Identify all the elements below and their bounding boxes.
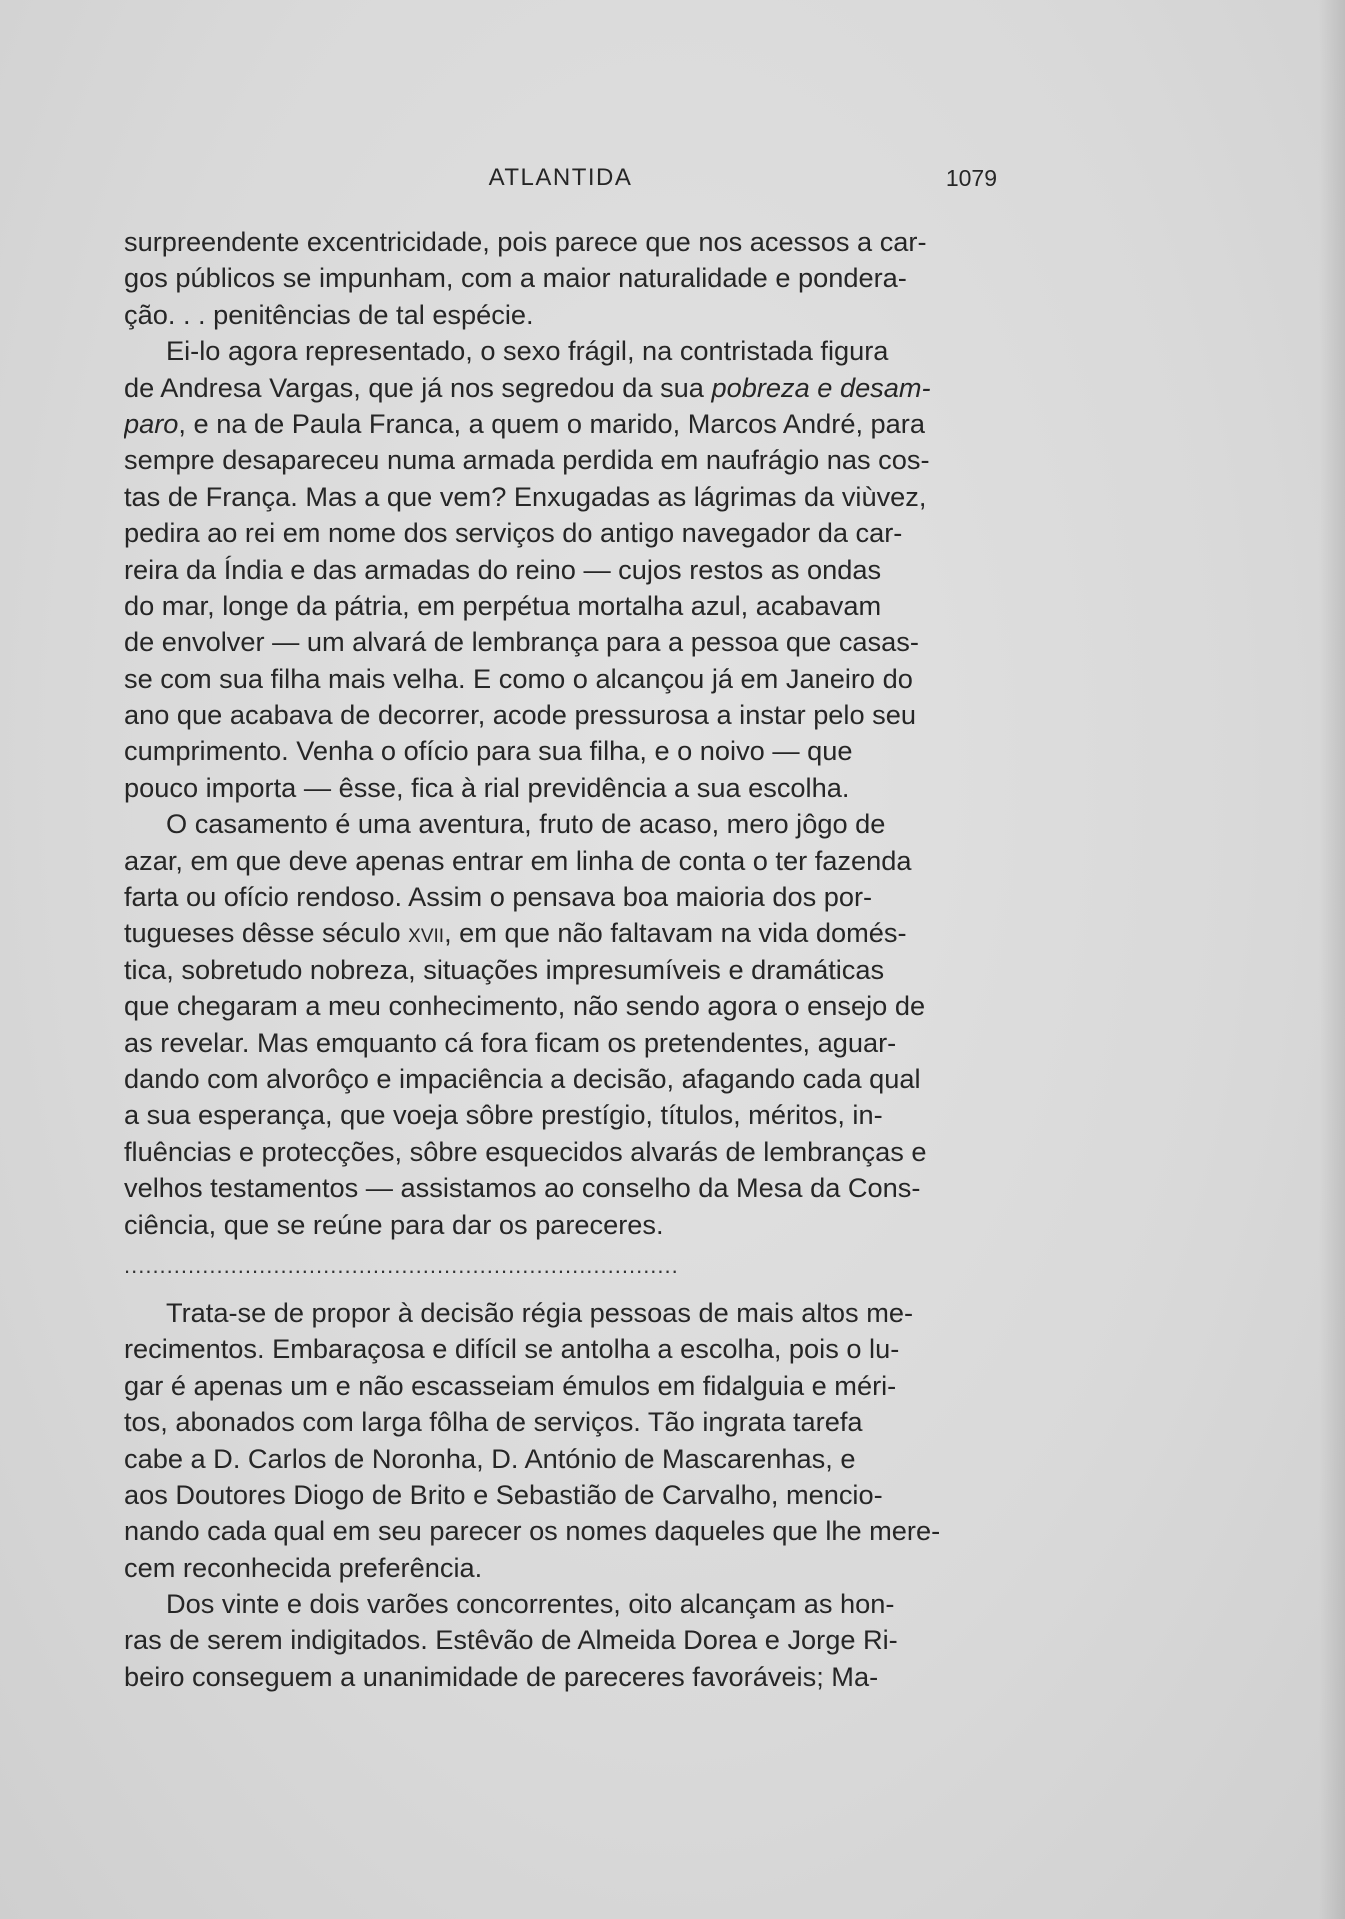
italic-phrase: paro — [124, 407, 179, 439]
text-line: pedira ao rei em nome dos serviços do antigo navegador da car- — [124, 517, 903, 549]
text-line: ção. . . penitências de tal espécie. — [124, 298, 534, 330]
text-line: aos Doutores Diogo de Brito e Sebastião de Carvalho, mencio- — [124, 1478, 883, 1510]
text-line: que chegaram a meu conhecimento, não sendo agora o ensejo de — [124, 990, 926, 1022]
paragraph-start-line: Ei-lo agora representado, o sexo frágil, na contristada figura — [166, 335, 889, 367]
page-number: 1079 — [945, 165, 997, 191]
text-line: recimentos. Embaraçosa e difícil se antolha a escolha, pois o lu- — [124, 1333, 900, 1365]
text-line: tica, sobretudo nobreza, situações impresumíveis e dramáticas — [124, 953, 885, 985]
text-line — [124, 370, 997, 406]
text-line: velhos testamentos — assistamos ao conselho da Mesa da Cons- — [124, 1172, 921, 1204]
text-line: reira da Índia e das armadas do reino — cujos restos as ondas — [124, 553, 882, 585]
text-line: gos públicos se impunham, com a maior naturalidade e pondera- — [124, 262, 907, 294]
text-line: dando com alvorôço e impaciência a decisão, afagando cada qual — [124, 1062, 921, 1094]
paragraph-start-line: Dos vinte e dois varões concorrentes, oito alcançam as hon- — [166, 1588, 895, 1620]
italic-phrase: pobreza e desam- — [711, 371, 931, 403]
text-span: , em que não faltavam na vida domés- — [444, 917, 907, 949]
text-line: cumprimento. Venha o ofício para sua filha, e o noivo — que — [124, 735, 853, 767]
text-line: ano que acabava de decorrer, acode pressurosa a instar pelo seu — [124, 699, 916, 731]
text-line: sempre desapareceu numa armada perdida em naufrágio nas cos- — [124, 444, 930, 476]
text-line: tos, abonados com larga fôlha de serviços. Tão ingrata tarefa — [124, 1406, 863, 1438]
paragraph-start-line: Trata-se de propor à decisão régia pessoas de mais altos me- — [166, 1296, 914, 1328]
text-line — [124, 915, 997, 951]
text-line: a sua esperança, que voeja sôbre prestígio, títulos, méritos, in- — [124, 1099, 883, 1131]
text-line — [124, 406, 997, 442]
text-span: tugueses dêsse século — [124, 917, 409, 949]
text-line: do mar, longe da pátria, em perpétua mortalha azul, acabavam — [124, 589, 882, 621]
text-line: fluências e protecções, sôbre esquecidos alvarás de lembranças e — [124, 1135, 927, 1167]
section-separator-dots: .............................................................................. — [124, 1252, 679, 1278]
text-line: pouco importa — êsse, fica à rial previdência a sua escolha. — [124, 771, 850, 803]
paragraph-start-line: O casamento é uma aventura, fruto de acaso, mero jôgo de — [166, 808, 886, 840]
text-line: as revelar. Mas emquanto cá fora ficam os pretendentes, aguar- — [124, 1026, 897, 1058]
century-numeral: xvii — [408, 917, 445, 949]
text-line: ciência, que se reúne para dar os pareceres. — [124, 1208, 664, 1240]
text-line: cabe a D. Carlos de Noronha, D. António de Mascarenhas, e — [124, 1442, 856, 1474]
text-line: beiro conseguem a unanimidade de pareceres favoráveis; Ma- — [124, 1660, 879, 1692]
text-line: surpreendente excentricidade, pois parece que nos acessos a car- — [124, 226, 927, 257]
text-line: cem reconhecida preferência. — [124, 1551, 483, 1583]
text-line: gar é apenas um e não escasseiam émulos em fidalguia e méri- — [124, 1369, 897, 1401]
spacer — [124, 1283, 997, 1295]
text-span: , e na de Paula Franca, a quem o marido, Marcos André, para — [178, 407, 925, 439]
text-span: de Andresa Vargas, que já nos segredou da sua — [124, 371, 712, 403]
text-line: nando cada qual em seu parecer os nomes daqueles que lhe mere- — [124, 1515, 941, 1547]
text-line: de envolver — um alvará de lembrança para a pessoa que casas- — [124, 626, 919, 658]
running-title: ATLANTIDA — [488, 164, 633, 191]
text-line: se com sua filha mais velha. E como o alcançou já em Janeiro do — [124, 662, 913, 694]
body-text — [124, 224, 997, 1695]
text-line: farta ou ofício rendoso. Assim o pensava boa maioria dos por- — [124, 881, 873, 913]
text-line: tas de França. Mas a que vem? Enxugadas as lágrimas da viùvez, — [124, 480, 927, 512]
page-edge-shadow — [1319, 0, 1345, 1919]
text-line: ras de serem indigitados. Estêvão de Almeida Dorea e Jorge Ri- — [124, 1624, 898, 1656]
page-header — [124, 161, 997, 195]
text-line: azar, em que deve apenas entrar em linha de conta o ter fazenda — [124, 844, 912, 876]
